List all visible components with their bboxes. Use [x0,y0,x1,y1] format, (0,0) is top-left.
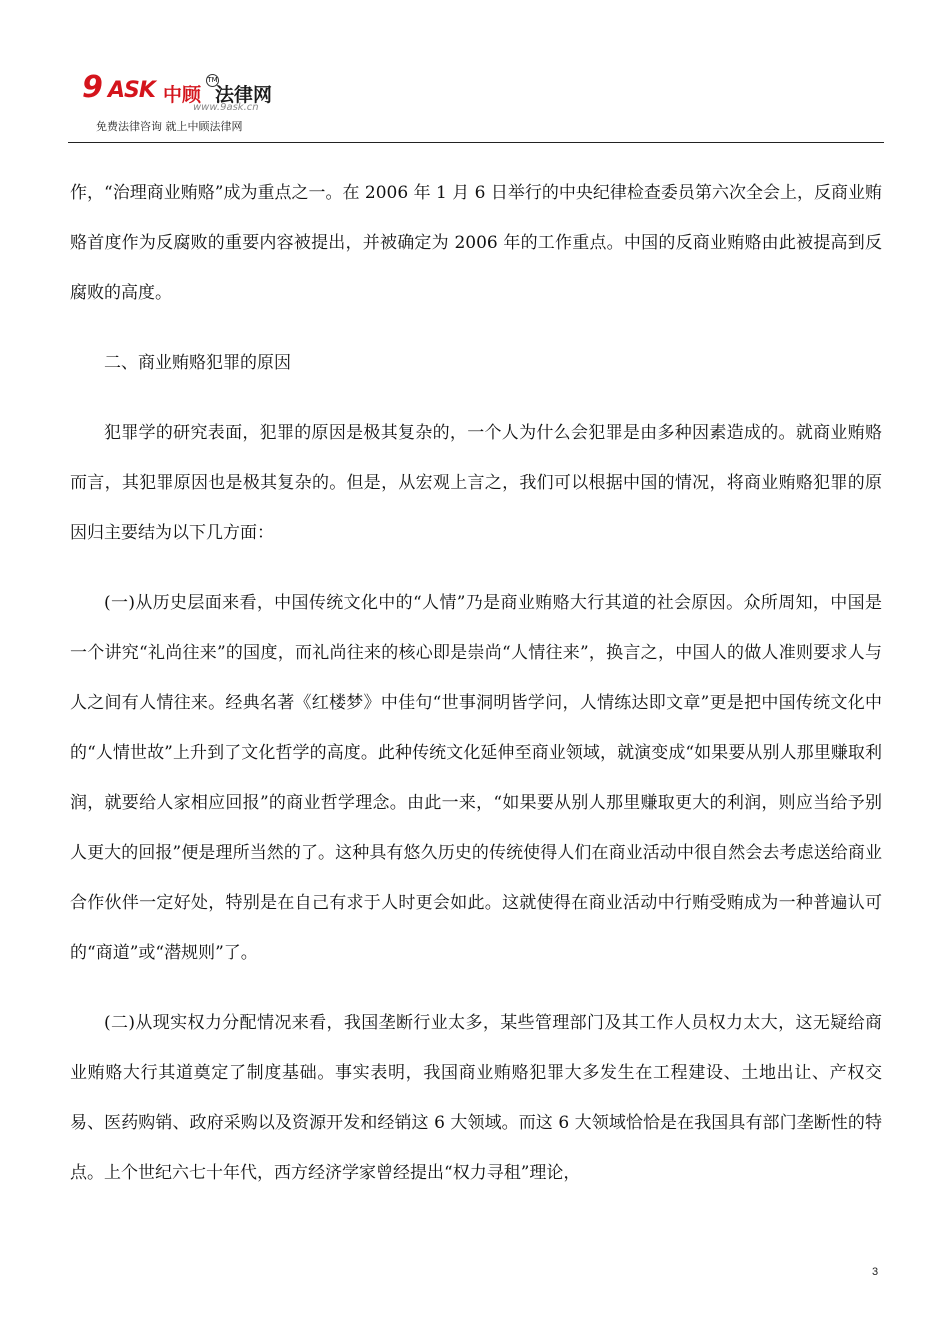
logo-ask: ASK [108,78,155,103]
logo-slogan: 免费法律咨询 就上中顾法律网 [96,120,243,133]
paragraph-gap [70,318,882,338]
logo-url: www.9ask.cn [193,102,259,113]
site-logo[interactable] [80,68,320,138]
page-number: 3 [872,1266,879,1278]
paragraph-gap [70,978,882,998]
section-heading: 二、商业贿赂犯罪的原因 [104,353,291,373]
paragraph-gap [70,558,882,578]
paragraph-gap [70,388,882,408]
page-header [68,68,884,144]
paragraph-causes-intro: 犯罪学的研究表面，犯罪的原因是极其复杂的，一个人为什么会犯罪是由多种因素造成的。就商业贿赂而言，其犯罪原因也是极其复杂的。但是，从宏观上言之，我们可以根据中国的情况，将商业贿赂犯罪的原因归主要结为以下几方面： [70,423,882,543]
paragraph-power: (二)从现实权力分配情况来看，我国垄断行业太多，某些管理部门及其工作人员权力太大，这无疑给商业贿赂大行其道奠定了制度基础。事实表明，我国商业贿赂犯罪大多发生在工程建设、土地出让、产权交易、医药购销、政府采购以及资源开发和经销这 6 大领域。而这 6 大领域恰恰是在我国具有部门垄断性的特点。上个世纪六七十年代，西方经济学家曾经提出“权力寻租”理论， [70,1013,882,1183]
paragraph-history: (一)从历史层面来看，中国传统文化中的“人情”乃是商业贿赂大行其道的社会原因。众所周知，中国是一个讲究“礼尚往来”的国度，而礼尚往来的核心即是崇尚“人情往来”，换言之，中国人的做人准则要求人与人之间有人情往来。经典名著《红楼梦》中佳句“世事洞明皆学问，人情练达即文章”更是把中国传统文化中的“人情世故”上升到了文化哲学的高度。此种传统文化延伸至商业领域，就演变成“如果要从别人那里赚取利润，就要给人家相应回报”的商业哲学理念。由此一来，“如果要从别人那里赚取更大的利润，则应当给予别人更大的回报”便是理所当然的了。这种具有悠久历史的传统使得人们在商业活动中很自然会去考虑送给商业合作伙伴一定好处，特别是在自己有求于人时更会如此。这就使得在商业活动中行贿受贿成为一种普遍认可的“商道”或“潜规则”了。 [70,593,882,963]
trademark-icon: TM [206,74,219,87]
header-divider [68,142,884,143]
logo-brand: 中顾 [163,84,202,106]
logo-nine: 9 [82,70,103,105]
logo-site-name: 法律网 [215,84,273,106]
document-body [70,168,882,1198]
paragraph-continuation: 作，“治理商业贿赂”成为重点之一。在 2006 年 1 月 6 日举行的中央纪律检查委员第六次全会上，反商业贿赂首度作为反腐败的重要内容被提出，并被确定为 2006 年的工作重点。中国的反商业贿赂由此被提高到反腐败的高度。 [70,183,882,303]
